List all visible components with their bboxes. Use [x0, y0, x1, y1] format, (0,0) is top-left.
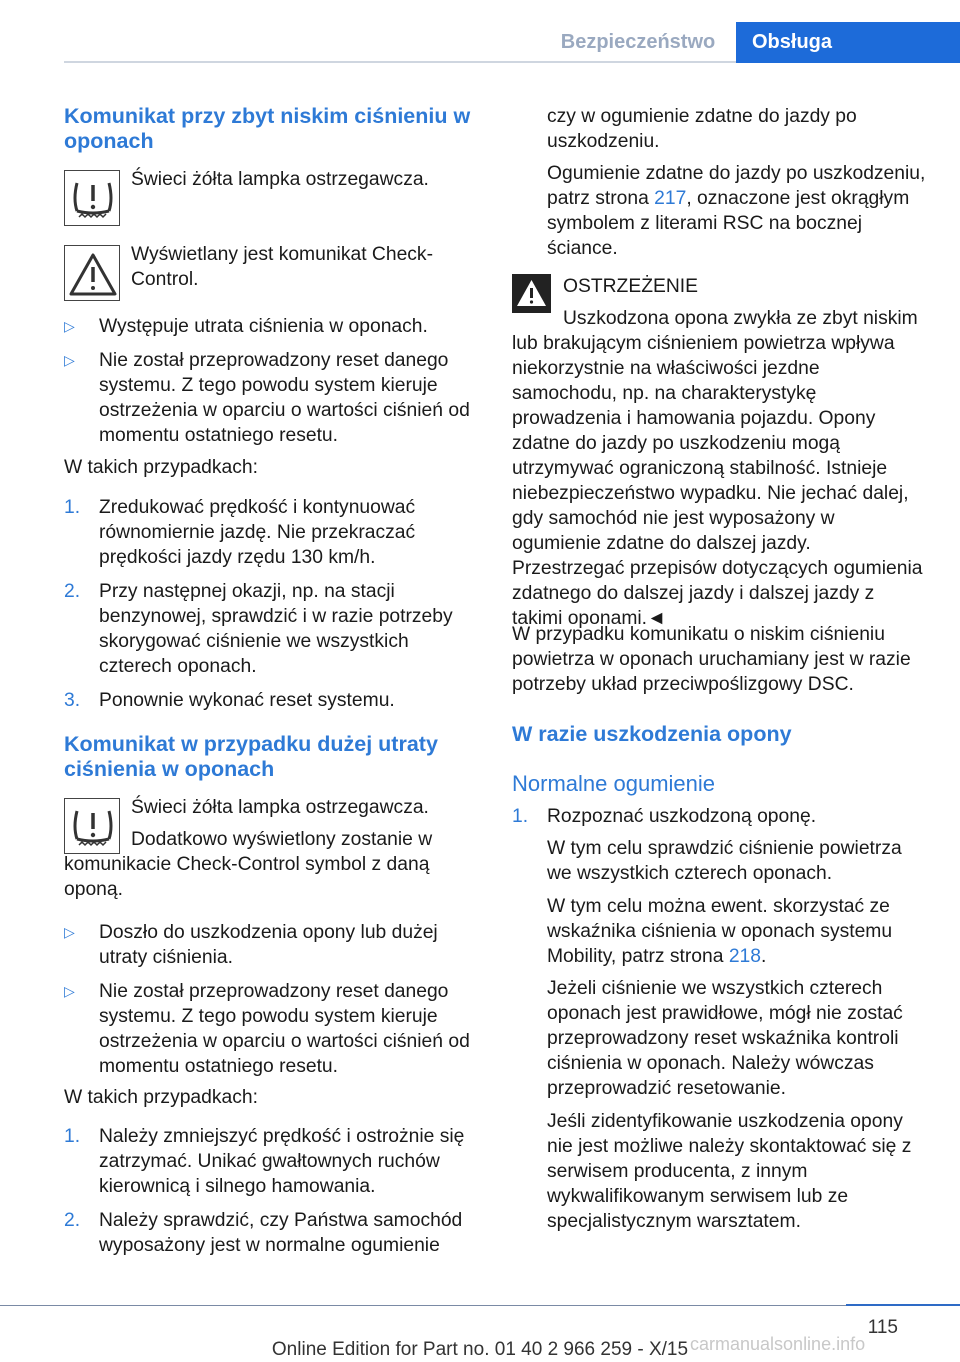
- list-item: 1. Zredukować prędkość i kontynuować równomiernie jazdę. Nie przekraczać prędkości jazdy rzędu 130 km/h.: [64, 497, 416, 568]
- continuation-text: czy w ogumienie zdatne do jazdy po uszkodzeniu.: [547, 106, 857, 152]
- icon1-text: Świeci żółta lampka ostrzegawcza.: [131, 169, 429, 190]
- heading-normal-tires: Normalne ogumienie: [512, 771, 715, 796]
- steps-1: [64, 495, 482, 713]
- rsc-paragraph: Ogumienie zdatne do jazdy po uszkodzeniu, patrz strona 217, oznaczone jest okrągłym symbolem z literami RSC na bocznej ściance.: [547, 163, 926, 259]
- heading-high-loss: Komunikat w przypadku dużej utraty ciśnienia w oponach: [64, 732, 438, 781]
- list-item: ▷ Nie został przeprowadzony reset danego systemu. Z tego powodu system kieruje ostrzeżenia w oparciu o wartości ciśnień od momentu ostatniego resetu.: [64, 981, 470, 1077]
- list-item: 2. Przy następnej okazji, np. na stacji benzynowej, sprawdzić i w razie potrzeby skorygować ciśnienie we wszystkich czterech oponach.: [64, 581, 453, 677]
- bullets-2: [64, 920, 482, 1079]
- step-detail-4: Jeśli zidentyfikowanie uszkodzenia opony nie jest możliwe należy skontaktować się z serwisem producenta, z innym wykwalifikowanym serwisem lub ze specjalistycznym warsztatem.: [547, 1111, 912, 1232]
- dsc-paragraph: W przypadku komunikatu o niskim ciśnieniu powietrza w oponach uruchamiany jest w razie potrzeby układ przeciwpoślizgowy DSC.: [512, 624, 911, 695]
- list-item: ▷ Nie został przeprowadzony reset danego systemu. Z tego powodu system kieruje ostrzeżenia w oparciu o wartości ciśnień od momentu ostatniego resetu.: [64, 350, 470, 446]
- steps-2: [64, 1124, 482, 1258]
- step-detail-3: Jeżeli ciśnienie we wszystkich czterech oponach jest prawidłowe, mógł nie zostać przeprowadzony reset wskaźnika kontroli ciśnienia w oponach. Należy wówczas przeprowadzić resetowanie.: [547, 978, 903, 1099]
- edition-text: Online Edition for Part no. 01 40 2 966 259 - X/15: [271, 1339, 689, 1360]
- bullets-1: [64, 314, 482, 448]
- bullet-triangle-icon: ▷: [64, 318, 75, 334]
- footer-rule-accent: [846, 1304, 960, 1306]
- page-link-218[interactable]: 218: [728, 946, 761, 967]
- page-number: 115: [867, 1317, 898, 1338]
- bullet-triangle-icon: ▷: [64, 983, 75, 999]
- warning-text: Uszkodzona opona zwykła ze zbyt niskim lub brakującym ciśnieniem powietrza wpływa niekorzystnie na właściwości jezdne samochodu, np. na charakterystykę prowadzenia i hamowania pojazdu. Opony zdatne do jazdy po uszkodzeniu mogą utrzymywać ograniczoną stabilność. Istnieje niebezpieczeństwo wypadku. Nie jechać dalej, gdy samochód nie jest wyposażony w ogumienie zdatne do dalszej jazdy. Przestrzegać przepisów dotyczących ogumienia zdatnego do dalszej jazdy i dalszej jazdy z takimi oponami.◄: [512, 308, 923, 629]
- icon2-text: Wyświetlany jest komunikat Check-Control.: [131, 244, 433, 290]
- warning-title: OSTRZEŻENIE: [563, 276, 698, 297]
- list-item: ▷ Występuje utrata ciśnienia w oponach.: [64, 316, 428, 337]
- w-takich-2: W takich przypadkach:: [64, 1087, 258, 1108]
- list-item: 3. Ponownie wykonać reset systemu.: [64, 690, 395, 711]
- tab-bezpieczenstwo[interactable]: Bezpieczeństwo: [560, 31, 716, 53]
- icon3-text1: Świeci żółta lampka ostrzegawcza.: [131, 797, 429, 818]
- bullet-triangle-icon: ▷: [64, 352, 75, 368]
- w-takich-1: W takich przypadkach:: [64, 457, 258, 478]
- warning-triangle-icon: [512, 274, 551, 313]
- tab-obsluga[interactable]: Obsługa: [736, 22, 960, 63]
- step-detail-1: W tym celu sprawdzić ciśnienie powietrza we wszystkich czterech oponach.: [547, 838, 902, 884]
- footer-rule: [0, 1305, 960, 1306]
- bullet-triangle-icon: ▷: [64, 924, 75, 940]
- heading-tire-damage: W razie uszkodzenia opony: [512, 722, 792, 746]
- step-detail-2: W tym celu można ewent. skorzystać ze wskaźnika ciśnienia w oponach systemu Mobility, patrz strona 218.: [547, 896, 893, 967]
- page-link-217[interactable]: 217: [654, 188, 687, 209]
- heading-low-pressure: Komunikat przy zbyt niskim ciśnieniu w oponach: [64, 104, 471, 153]
- list-item: 2. Należy sprawdzić, czy Państwa samochód wyposażony jest w normalne ogumienie: [64, 1210, 463, 1256]
- list-item: 1. Rozpoznać uszkodzoną oponę.: [512, 806, 817, 827]
- icon3-text2: Dodatkowo wyświetlony zostanie w komunikacie Check-Control symbol z daną oponą.: [64, 829, 433, 900]
- list-item: ▷ Doszło do uszkodzenia opony lub dużej utraty ciśnienia.: [64, 922, 438, 968]
- watermark: carmanualsonline.info: [690, 1334, 866, 1354]
- list-item: 1. Należy zmniejszyć prędkość i ostrożnie się zatrzymać. Unikać gwałtownych ruchów kierownicą i silnego hamowania.: [64, 1126, 465, 1197]
- warning-block: [512, 274, 928, 631]
